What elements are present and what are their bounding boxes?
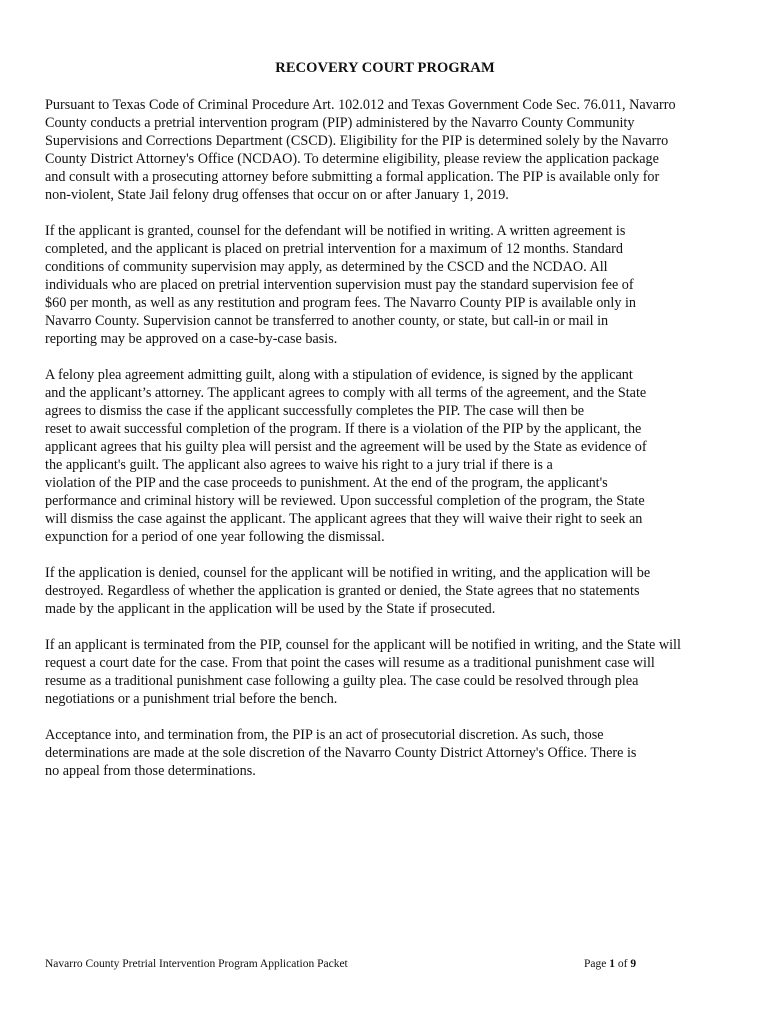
page-current: 1 [609,958,615,970]
text-line: Acceptance into, and termination from, the PIP is an act of prosecutorial discretion. As such, those [45,727,604,743]
text-line: and the applicant’s attorney. The applicant agrees to comply with all terms of the agreement, and the State [45,385,647,401]
text-line: $60 per month, as well as any restitution and program fees. The Navarro County PIP is available only in [45,295,637,311]
text-line: applicant agrees that his guilty plea will persist and the agreement will be used by the State as evidence of [45,439,647,455]
text-line: agrees to dismiss the case if the applicant successfully completes the PIP. The case will then be [45,403,585,419]
text-line: If the applicant is granted, counsel for the defendant will be notified in writing. A written agreement is [45,223,626,239]
text-line: expunction for a period of one year following the dismissal. [45,529,385,545]
text-line: reporting may be approved on a case-by-case basis. [45,331,338,347]
text-line: If an applicant is terminated from the PIP, counsel for the applicant will be notified in writing, and the State will [45,637,681,653]
text-line: will dismiss the case against the applicant. The applicant agrees that they will waive their right to seek an [45,511,643,527]
paragraph-discretion [45,726,730,780]
page-prefix: Page [584,958,610,970]
paragraph-granted [45,222,730,348]
text-line: performance and criminal history will be reviewed. Upon successful completion of the program, the State [45,493,645,509]
page-total: 9 [630,958,637,970]
footer-document-title: Navarro County Pretrial Intervention Program Application Packet [45,958,348,970]
text-line: and consult with a prosecuting attorney before submitting a formal application. The PIP is available only for [45,169,660,185]
text-line: individuals who are placed on pretrial intervention supervision must pay the standard supervision fee of [45,277,634,293]
text-line: request a court date for the case. From that point the cases will resume as a traditional punishment case will [45,655,655,671]
paragraph-eligibility [45,96,730,204]
text-line: resume as a traditional punishment case following a guilty plea. The case could be resolved through plea [45,673,639,689]
text-line: Supervisions and Corrections Department (CSCD). Eligibility for the PIP is determined solely by the Navarro [45,133,669,149]
text-line: reset to await successful completion of the program. If there is a violation of the PIP by the applicant, the [45,421,642,437]
text-line: County District Attorney's Office (NCDAO). To determine eligibility, please review the application package [45,151,659,167]
page-title: RECOVERY COURT PROGRAM [275,60,495,76]
text-line: County conducts a pretrial intervention program (PIP) administered by the Navarro County Community [45,115,635,131]
text-line: determinations are made at the sole discretion of the Navarro County District Attorney's Office. There is [45,745,637,761]
text-line: completed, and the applicant is placed on pretrial intervention for a maximum of 12 months. Standard [45,241,623,257]
text-line: no appeal from those determinations. [45,763,256,779]
text-line: negotiations or a punishment trial before the bench. [45,691,338,707]
text-line: destroyed. Regardless of whether the application is granted or denied, the State agrees that no statements [45,583,640,599]
text-line: Navarro County. Supervision cannot be transferred to another county, or state, but call-in or mail in [45,313,609,329]
paragraph-denied [45,564,730,618]
text-line: violation of the PIP and the case proceeds to punishment. At the end of the program, the applicant's [45,475,608,491]
paragraph-terminated [45,636,730,708]
text-line: the applicant's guilt. The applicant also agrees to waive his right to a jury trial if there is a [45,457,553,473]
paragraph-plea-agreement [45,366,730,546]
text-line: non-violent, State Jail felony drug offenses that occur on or after January 1, 2019. [45,187,509,203]
document-body [45,96,730,798]
text-line: conditions of community supervision may apply, as determined by the CSCD and the NCDAO. All [45,259,608,275]
page-of: of [614,958,631,970]
text-line: made by the applicant in the application will be used by the State if prosecuted. [45,601,496,617]
text-line: If the application is denied, counsel for the applicant will be notified in writing, and the application will be [45,565,651,581]
text-line: A felony plea agreement admitting guilt, along with a stipulation of evidence, is signed by the applicant [45,367,633,383]
text-line: Pursuant to Texas Code of Criminal Procedure Art. 102.012 and Texas Government Code Sec. 76.011, Navarro [45,97,676,113]
footer-page-number [584,958,636,970]
